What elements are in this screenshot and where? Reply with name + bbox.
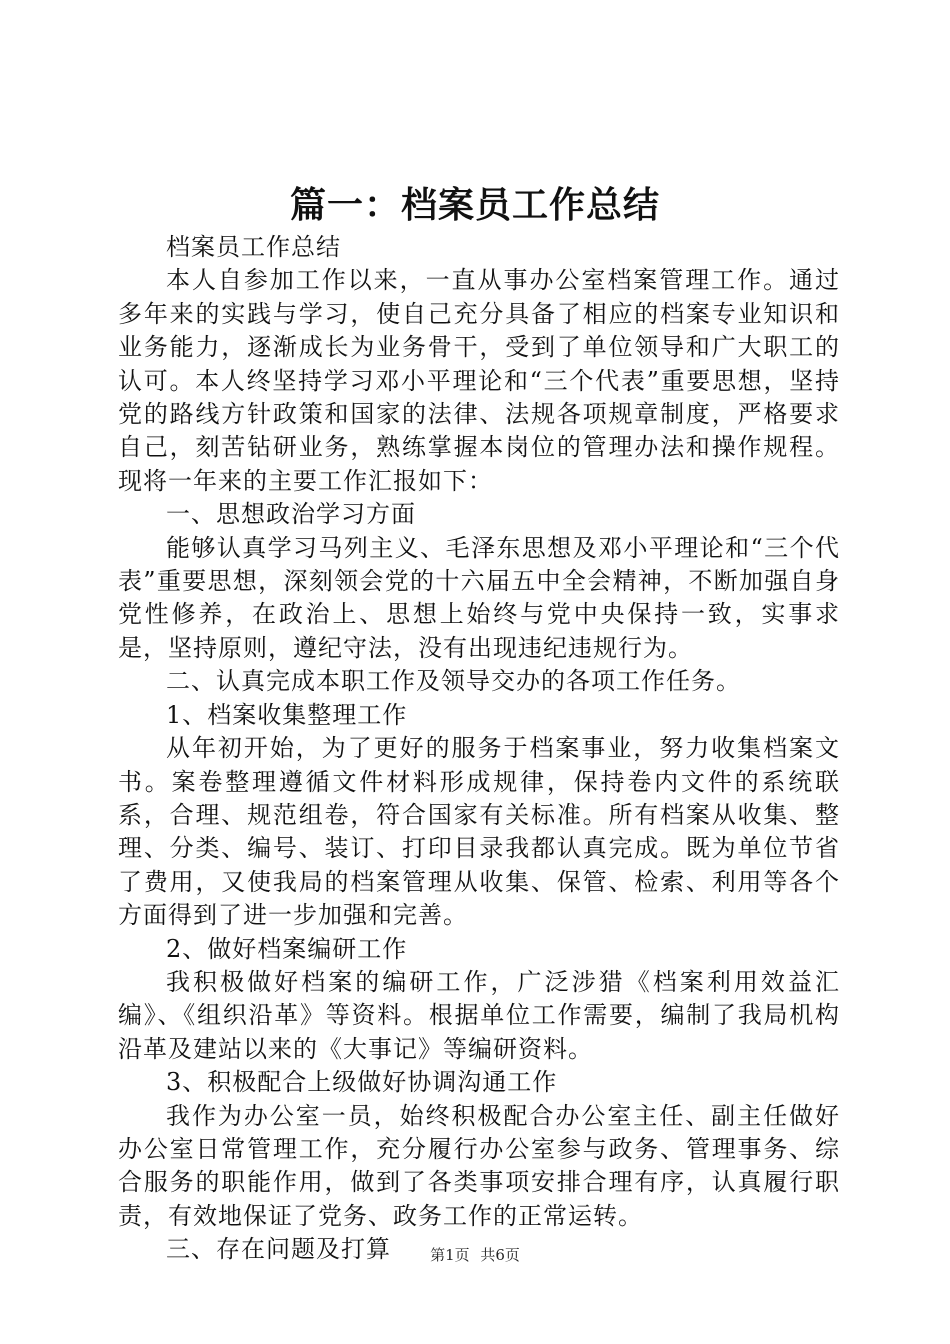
paragraph-coordination: 我作为办公室一员，始终积极配合办公室主任、副主任做好办公室日常管理工作，充分履行办公室参与政务、管理事务、综合服务的职能作用，做到了各类事项安排合理有序，认真履行职责，有效地保证了党务、政务工作的正常运转。 <box>118 1101 840 1230</box>
subsection-heading-2: 2、做好档案编研工作 <box>166 934 408 963</box>
paragraph-archive-compilation: 我积极做好档案的编研工作，广泛涉猎《档案利用效益汇编》、《组织沿革》等资料。根据单位工作需要，编制了我局机构沿革及建站以来的《大事记》等编研资料。 <box>118 967 840 1063</box>
section-heading-1: 一、思想政治学习方面 <box>166 500 416 529</box>
paragraph-political-study: 能够认真学习马列主义、毛泽东思想及邓小平理论和“三个代表”重要思想，深刻领会党的十六届五中全会精神，不断加强自身党性修养，在政治上、思想上始终与党中央保持一致，实事求是，坚持原则，遵纪守法，没有出现违纪违规行为。 <box>118 533 840 662</box>
page-total: 共6页 <box>480 1246 520 1264</box>
page-number: 第1页 <box>430 1246 470 1264</box>
section-heading-3: 三、存在问题及打算 <box>166 1235 391 1264</box>
section-heading-2: 二、认真完成本职工作及领导交办的各项工作任务。 <box>166 667 741 696</box>
paragraph-intro: 本人自参加工作以来，一直从事办公室档案管理工作。通过多年来的实践与学习，使自己充分具备了相应的档案专业知识和业务能力，逐渐成长为业务骨干，受到了单位领导和广大职工的认可。本人终坚持学习邓小平理论和“三个代表”重要思想，坚持党的路线方针政策和国家的法律、法规各项规章制度，严格要求自己，刻苦钻研业务，熟练掌握本岗位的管理办法和操作规程。现将一年来的主要工作汇报如下： <box>118 266 840 495</box>
document-title: 篇一：档案员工作总结 <box>289 185 660 226</box>
paragraph-archive-collection: 从年初开始，为了更好的服务于档案事业，努力收集档案文书。案卷整理遵循文件材料形成规律，保持卷内文件的系统联系，合理、规范组卷，符合国家有关标准。所有档案从收集、整理、分类、编号、装订、打印目录我都认真完成。既为单位节省了费用，又使我局的档案管理从收集、保管、检索、利用等各个方面得到了进一步加强和完善。 <box>118 734 840 930</box>
document-body <box>118 231 840 1267</box>
subsection-heading-1: 1、档案收集整理工作 <box>166 700 408 729</box>
paragraph-heading: 档案员工作总结 <box>166 233 341 261</box>
subsection-heading-3: 3、积极配合上级做好协调沟通工作 <box>166 1068 558 1097</box>
page-footer <box>0 1245 950 1265</box>
